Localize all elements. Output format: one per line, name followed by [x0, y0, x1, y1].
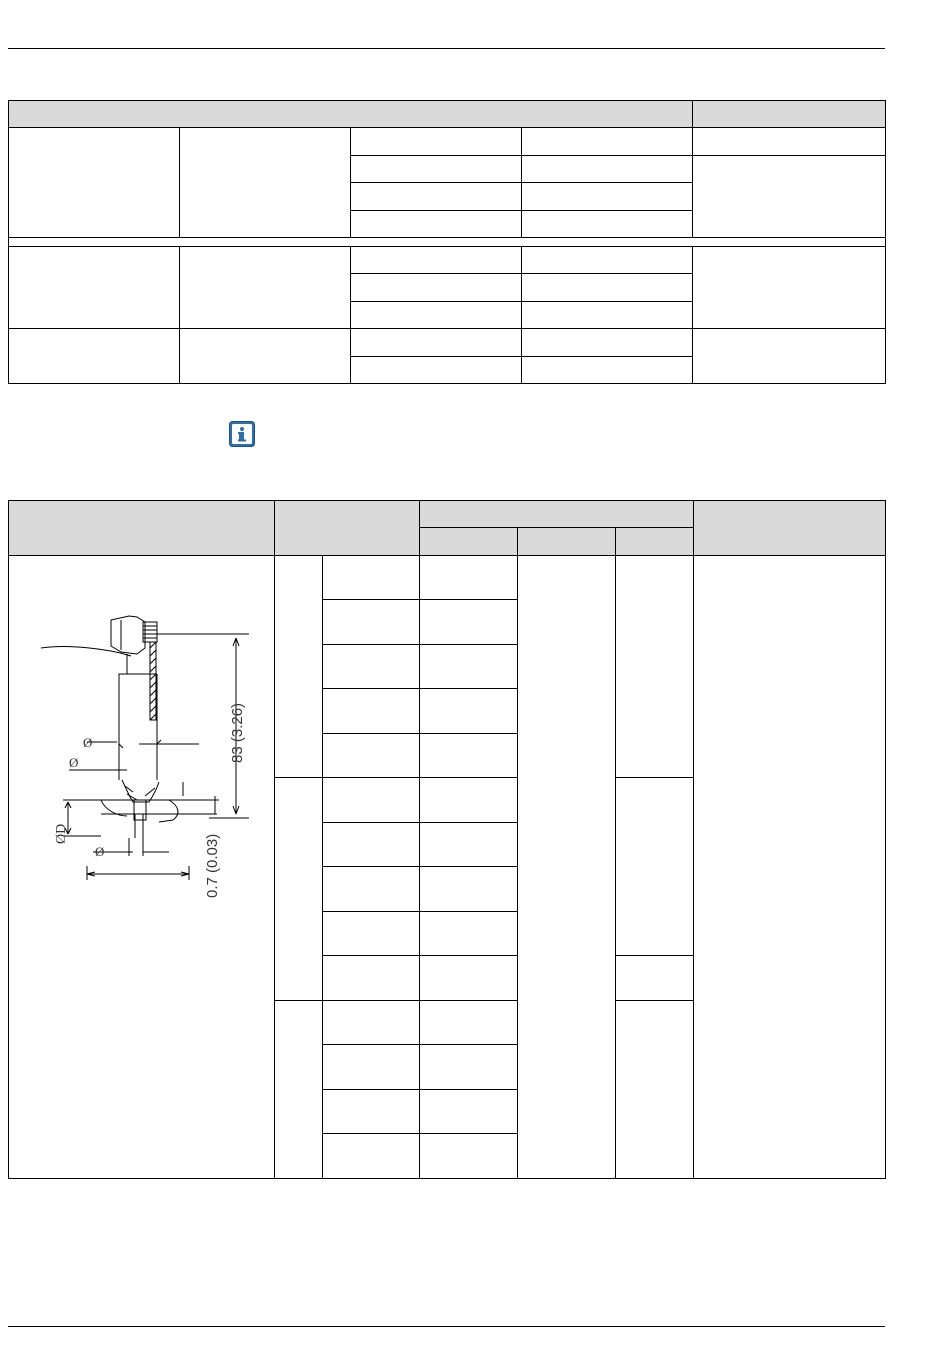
technical-drawing	[9, 556, 275, 916]
table-cell	[9, 329, 180, 384]
table-cell	[351, 247, 522, 274]
table-cell	[420, 956, 518, 1001]
dim-height-label: 83 (3.26)	[229, 702, 246, 763]
table-cell	[323, 1134, 420, 1179]
table-cell	[616, 1001, 694, 1179]
table-cell	[693, 128, 886, 156]
table-cell	[323, 778, 420, 823]
table-cell	[522, 211, 693, 238]
table-cell	[420, 734, 518, 778]
table-cell	[420, 600, 518, 645]
dim-diameter-label: Ø	[83, 735, 93, 750]
table-cell	[180, 247, 351, 329]
table-cell	[323, 734, 420, 778]
table-cell	[351, 357, 522, 384]
table-row	[9, 329, 886, 357]
table-cell	[323, 600, 420, 645]
table-cell	[420, 1134, 518, 1179]
table-row	[9, 128, 886, 156]
table-row	[9, 556, 886, 600]
table-cell	[180, 128, 351, 238]
table-cell	[351, 329, 522, 357]
table-cell	[420, 912, 518, 956]
table-cell	[522, 156, 693, 183]
table-cell	[323, 645, 420, 689]
table-cell	[522, 247, 693, 274]
table-cell	[616, 556, 694, 778]
table-cell	[351, 302, 522, 329]
table-cell	[420, 556, 518, 600]
table-2-header-cell	[9, 501, 275, 556]
table-2-header-row	[9, 501, 886, 528]
table-1-header-row	[9, 101, 886, 128]
dim-diameter-D-label: ØD	[54, 823, 69, 844]
table-cell	[522, 302, 693, 329]
table-cell	[323, 867, 420, 912]
table-2	[8, 500, 886, 1179]
dim-diameter-label: Ø	[69, 755, 79, 770]
dim-gap-label: 0.7 (0.03)	[204, 833, 221, 898]
table-2-header-cell	[275, 501, 420, 556]
table-cell	[275, 778, 323, 1001]
table-cell	[420, 823, 518, 867]
table-cell	[351, 183, 522, 211]
table-2-header-cell	[420, 501, 694, 528]
table-cell	[323, 1045, 420, 1090]
table-1-header-cell	[9, 101, 693, 128]
table-row	[9, 247, 886, 274]
info-icon	[229, 421, 255, 447]
table-cell	[522, 329, 693, 357]
table-cell	[351, 156, 522, 183]
table-cell	[180, 329, 351, 384]
table-2-header-cell	[694, 501, 886, 556]
table-1	[8, 100, 886, 384]
table-cell	[694, 556, 886, 1179]
table-cell	[351, 128, 522, 156]
table-cell	[323, 1090, 420, 1134]
table-cell	[323, 556, 420, 600]
table-cell	[323, 956, 420, 1001]
table-cell	[616, 956, 694, 1001]
table-cell	[9, 128, 180, 238]
table-cell	[351, 274, 522, 302]
table-cell	[275, 1001, 323, 1179]
table-cell	[351, 211, 522, 238]
dim-diameter-label: Ø	[95, 844, 105, 859]
table-separator	[9, 238, 886, 247]
table-2-header-cell	[420, 528, 518, 556]
table-cell	[275, 556, 323, 778]
table-cell	[323, 912, 420, 956]
table-cell	[522, 274, 693, 302]
table-2-header-cell	[518, 528, 616, 556]
table-cell	[420, 1001, 518, 1045]
table-cell	[420, 1045, 518, 1090]
table-cell	[522, 357, 693, 384]
table-cell	[522, 183, 693, 211]
table-cell	[420, 1090, 518, 1134]
table-2-header-cell	[616, 528, 694, 556]
table-cell	[323, 823, 420, 867]
table-cell	[420, 778, 518, 823]
table-cell	[420, 867, 518, 912]
table-cell	[323, 689, 420, 734]
table-cell	[616, 778, 694, 956]
table-cell	[9, 247, 180, 329]
table-cell	[693, 156, 886, 238]
table-cell	[518, 556, 616, 1179]
footer-rule	[8, 1326, 885, 1327]
table-cell	[420, 645, 518, 689]
table-cell	[693, 247, 886, 329]
table-separator-row	[9, 238, 886, 247]
table-1-header-cell	[693, 101, 886, 128]
table-cell	[522, 128, 693, 156]
header-rule	[8, 48, 885, 49]
table-cell	[420, 689, 518, 734]
table-cell	[693, 329, 886, 384]
table-cell	[323, 1001, 420, 1045]
drawing-cell	[9, 556, 275, 1179]
